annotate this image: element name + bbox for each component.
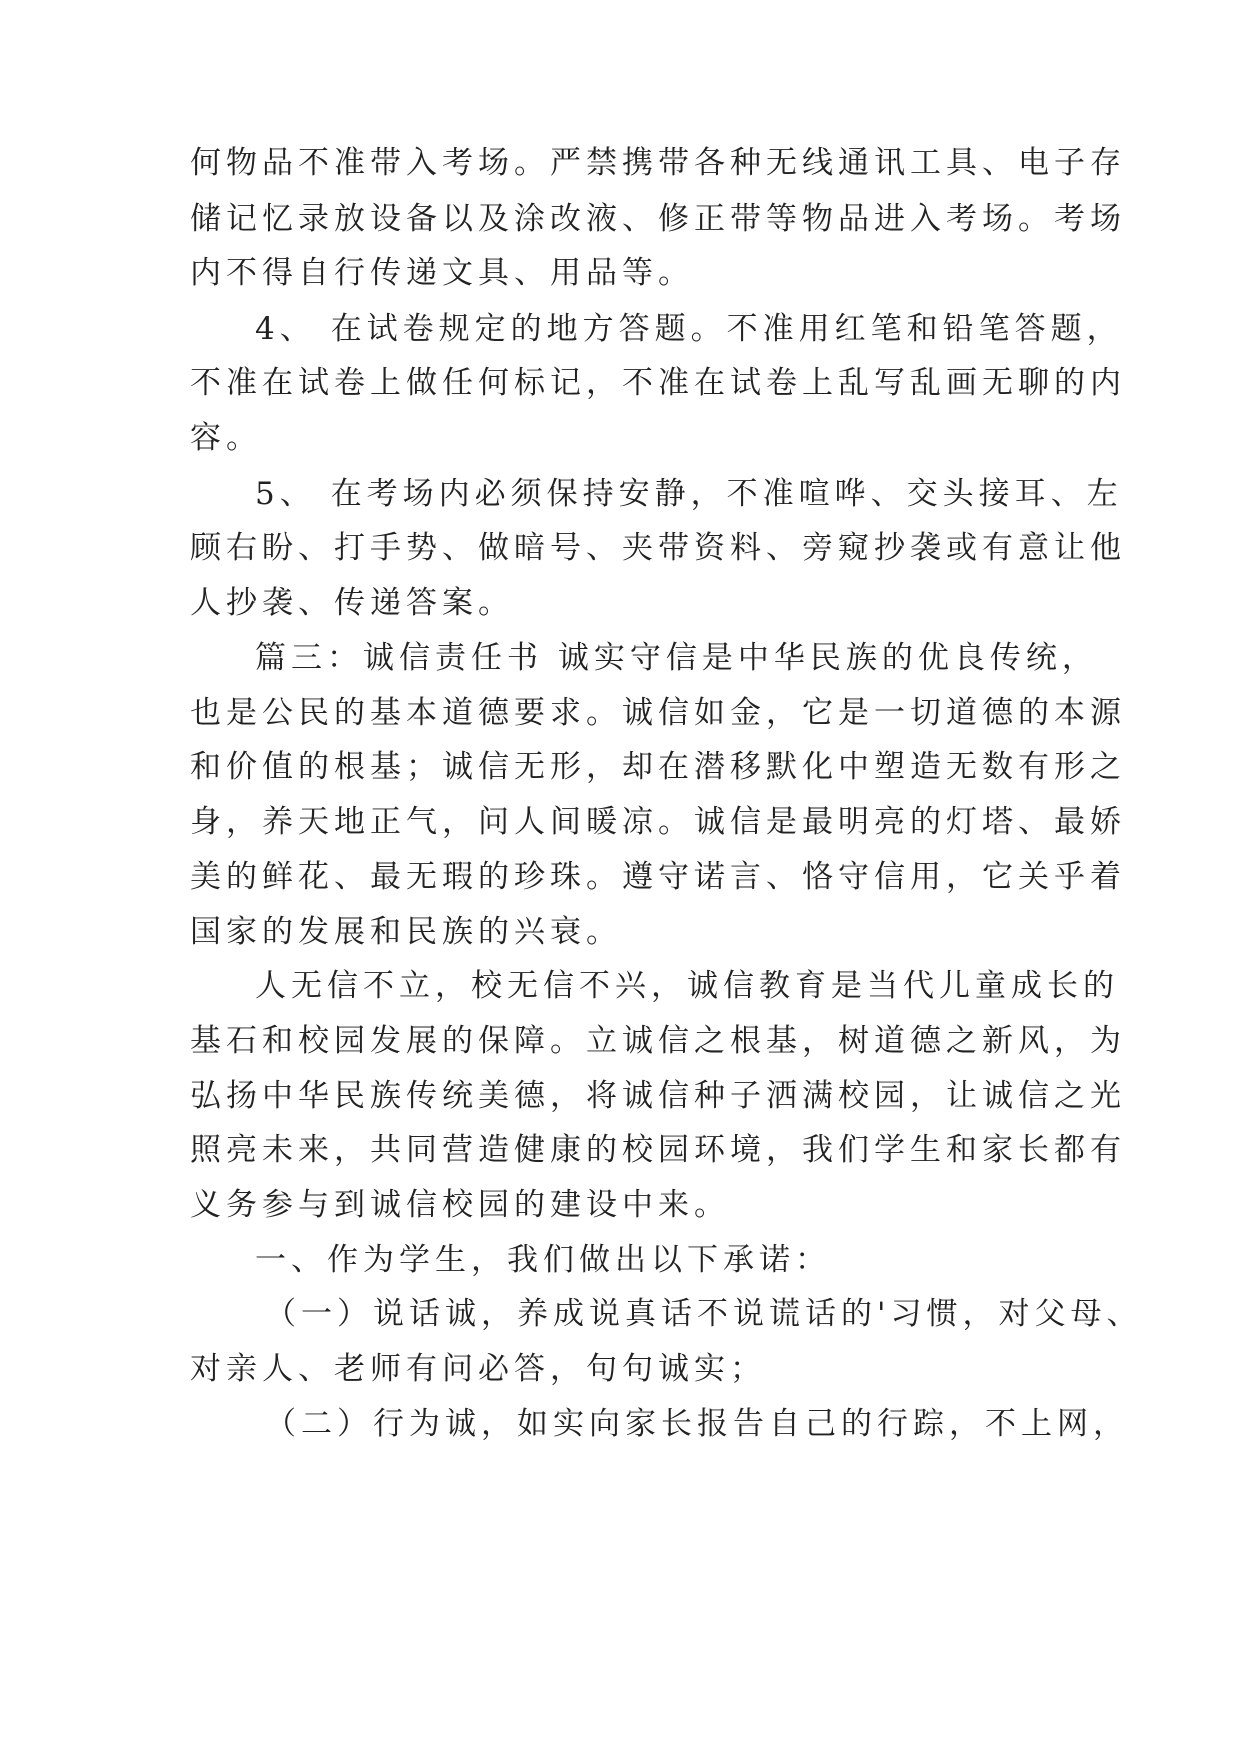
text-line: 义务参与到诚信校园的建设中来。 — [190, 1187, 730, 1223]
text-line: 国家的发展和民族的兴衰。 — [190, 914, 622, 950]
text-line: 内不得自行传递文具、用品等。 — [190, 255, 694, 291]
text-line: 储记忆录放设备以及涂改液、修正带等物品进入考场。考场 — [190, 201, 1126, 237]
text-line: 弘扬中华民族传统美德，将诚信种子洒满校园，让诚信之光 — [190, 1078, 1126, 1114]
text-line: 人无信不立，校无信不兴，诚信教育是当代儿童成长的 — [255, 968, 1119, 1004]
text-line: 不准在试卷上做任何标记，不准在试卷上乱写乱画无聊的内 — [190, 365, 1126, 401]
text-line: 照亮未来，共同营造健康的校园环境，我们学生和家长都有 — [190, 1132, 1126, 1168]
text-line: 也是公民的基本道德要求。诚信如金，它是一切道德的本源 — [190, 695, 1126, 731]
text-line: 对亲人、老师有问必答，句句诚实； — [190, 1351, 766, 1387]
text-line: 基石和校园发展的保障。立诚信之根基，树道德之新风，为 — [190, 1023, 1126, 1059]
text-line: 5、 在考场内必须保持安静，不准喧哗、交头接耳、左 — [255, 476, 1123, 512]
text-line: 4、 在试卷规定的地方答题。不准用红笔和铅笔答题， — [255, 311, 1123, 347]
text-line: 顾右盼、打手势、做暗号、夹带资料、旁窥抄袭或有意让他 — [190, 530, 1126, 566]
text-line: 和价值的根基；诚信无形，却在潜移默化中塑造无数有形之 — [190, 749, 1126, 785]
text-line: 人抄袭、传递答案。 — [190, 585, 514, 621]
text-line: （二）行为诚，如实向家长报告自己的行踪，不上网， — [265, 1406, 1129, 1442]
text-line: 身，养天地正气，问人间暖凉。诚信是最明亮的灯塔、最娇 — [190, 804, 1126, 840]
text-line: 一、作为学生，我们做出以下承诺： — [255, 1242, 831, 1278]
text-line: 何物品不准带入考场。严禁携带各种无线通讯工具、电子存 — [190, 145, 1126, 181]
text-line: （一）说话诚，养成说真话不说谎话的'习惯，对父母、 — [265, 1296, 1143, 1332]
text-line: 美的鲜花、最无瑕的珍珠。遵守诺言、恪守信用，它关乎着 — [190, 859, 1126, 895]
text-line: 容。 — [190, 420, 262, 456]
section-heading-line: 篇三：诚信责任书 诚实守信是中华民族的优良传统， — [255, 640, 1098, 676]
